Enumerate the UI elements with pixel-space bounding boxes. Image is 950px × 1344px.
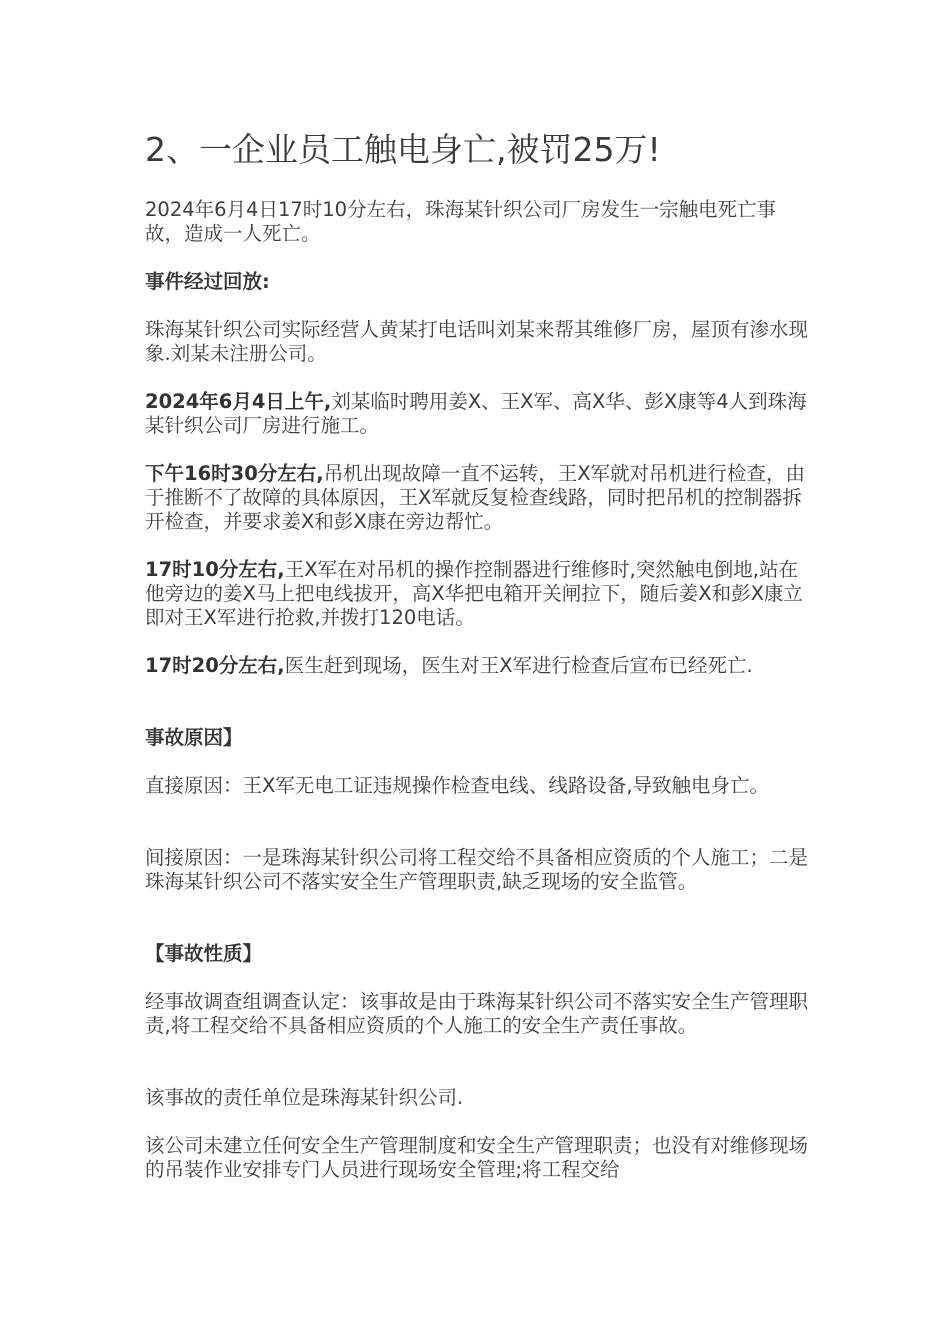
timeline-time: 下午16时30分左右, <box>145 462 324 485</box>
timeline-time: 17时10分左右, <box>145 558 285 581</box>
nature-paragraph: 经事故调查组调查认定：该事故是由于珠海某针织公司不落实安全生产管理职责,将工程交给不具备相应资质的个人施工的安全生产责任事故。 <box>145 990 809 1037</box>
timeline-text: 刘某临时聘用姜X、王X军、高X华、彭X康等4人到珠海某针织公司厂房进行施工。 <box>145 390 807 437</box>
timeline-paragraph-morning <box>145 390 810 438</box>
timeline-text: 王X军在对吊机的操作控制器进行维修时,突然触电倒地,站在他旁边的姜X马上把电线拔开，高X华把电箱开关闸拉下，随后姜X和彭X康立即对王X军进行抢救,并拨打120电话。 <box>145 558 803 629</box>
section-heading-cause: 事故原因】 <box>145 726 243 749</box>
section-heading-nature: 【事故性质】 <box>145 942 263 965</box>
timeline-text: 医生赶到现场，医生对王X军进行检查后宣布已经死亡. <box>284 654 753 677</box>
indirect-cause-paragraph: 间接原因：一是珠海某针织公司将工程交给不具备相应资质的个人施工；二是珠海某针织公司不落实安全生产管理职责,缺乏现场的安全监管。 <box>145 846 809 893</box>
timeline-time: 17时20分左右, <box>145 654 285 677</box>
section-heading-review: 事件经过回放: <box>145 270 270 293</box>
page-title: 2、一企业员工触电身亡,被罚25万! <box>145 130 661 169</box>
company-failure-paragraph: 该公司未建立任何安全生产管理制度和安全生产管理职责；也没有对维修现场的吊装作业安排专门人员进行现场安全管理;将工程交给 <box>145 1134 809 1181</box>
background-paragraph: 珠海某针织公司实际经营人黄某打电话叫刘某来帮其维修厂房，屋顶有渗水现象.刘某未注册公司。 <box>145 318 809 365</box>
intro-paragraph: 2024年6月4日17时10分左右，珠海某针织公司厂房发生一宗触电死亡事故，造成一人死亡。 <box>145 198 777 245</box>
timeline-text: 吊机出现故障一直不运转，王X军就对吊机进行检查，由于推断不了故障的具体原因，王X军就反复检查线路，同时把吊机的控制器拆开检查，并要求姜X和彭X康在旁边帮忙。 <box>145 462 806 533</box>
timeline-time: 2024年6月4日上午, <box>145 390 332 413</box>
direct-cause-paragraph: 直接原因：王X军无电工证违规操作检查电线、线路设备,导致触电身亡。 <box>145 774 770 797</box>
timeline-paragraph-1630 <box>145 462 810 534</box>
responsible-unit-paragraph: 该事故的责任单位是珠海某针织公司. <box>145 1086 464 1109</box>
timeline-paragraph-1720 <box>145 654 810 678</box>
timeline-paragraph-1710 <box>145 558 810 630</box>
